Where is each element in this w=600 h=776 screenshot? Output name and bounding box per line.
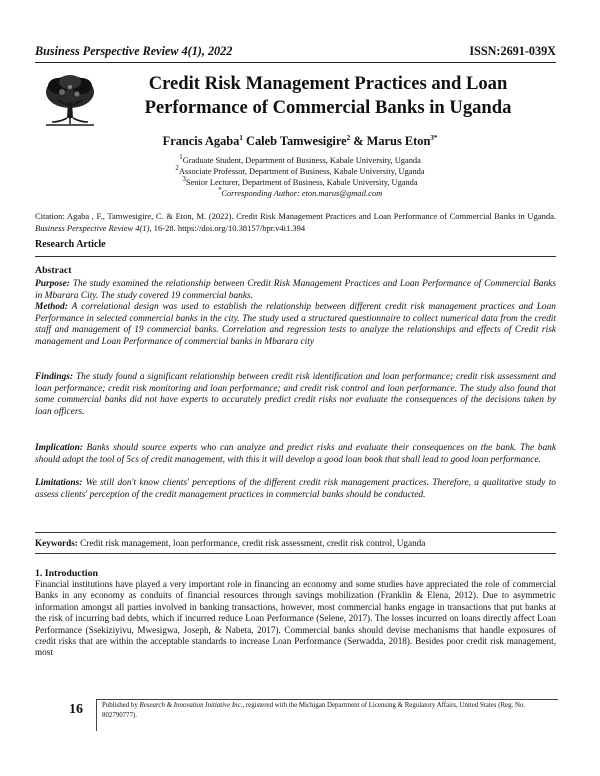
article-type: Research Article xyxy=(35,239,106,250)
title-line-2: Performance of Commercial Banks in Uganda xyxy=(144,97,512,118)
introduction-text: Financial institutions have played a very important role in financing an economy and some studies have appreciated the role of commercial Banks in any economy as conduits of financial resources through savings mobilization (Franklin & Elena, 2012). Due to asymmetric information amongst all parties involved in banking transactions, however, most commercial banks engage in transactions that put banks at the risk of incurring bad debts, which if incurred reduce Loan Performance (Selene, 2017). The losses incurred on loans directly affect Loan Performance (Ssekiziyivu, Mwesigwa, Joseph, & Nabeta, 2017). Commercial banks should devise mechanisms that handle exposures of credit risks that are within the acceptable standards to increase Loan Performance (Serwadda, 2018). Besides poor credit risk management, most xyxy=(35,579,556,658)
citation-doi[interactable]: 16-28. https://doi.org/10.38157/bpr.v4i1.394 xyxy=(151,223,306,233)
corresponding-sup: * xyxy=(217,186,222,194)
footer-divider xyxy=(96,699,97,731)
affiliation-2-sup: 2 xyxy=(175,164,179,172)
affiliation-1-text: Graduate Student, Department of Business, Kabale University, Uganda xyxy=(182,155,421,165)
citation xyxy=(35,210,556,234)
publisher-lead: Published by xyxy=(102,702,140,709)
abstract-findings xyxy=(35,372,556,418)
author-1: Francis Agaba xyxy=(162,134,240,149)
author-amp: & xyxy=(353,134,364,149)
header-rule xyxy=(35,62,556,63)
purpose-text: The study examined the relationship between Credit Risk Management Practices and Loan Performance of Commercial Banks in Mbarara City. The study covered 19 commercial banks. xyxy=(35,279,556,301)
issn-header: ISSN:2691-039X xyxy=(469,44,556,58)
author-1-sup: 1 xyxy=(239,134,243,142)
citation-journal: Business Perspective Review 4(1), xyxy=(35,223,152,233)
keywords xyxy=(35,538,556,548)
keywords-text: Credit risk management, loan performance, credit risk assessment, credit risk control, Uganda xyxy=(77,538,426,548)
keywords-top-rule xyxy=(35,532,556,533)
implication-text: Banks should source experts who can analyze and predict risks and evaluate their consequences on the bank. The bank should adopt the tool of 5cs of credit management, with this it will develop a good loan book that shall lead to good loan performance. xyxy=(35,443,556,465)
journal-header: Business Perspective Review 4(1), 2022 xyxy=(35,44,233,58)
abstract-implication xyxy=(35,443,556,466)
title-line-1: Credit Risk Management Practices and Loan xyxy=(148,73,508,94)
abstract-purpose xyxy=(35,279,556,302)
author-3: Marus Eton xyxy=(366,134,431,149)
publisher-note xyxy=(102,701,558,721)
corresponding-text[interactable]: Corresponding Author: eton.marus@gmail.com xyxy=(221,188,383,198)
limitations-label: Limitations: xyxy=(35,478,83,488)
keywords-bottom-rule xyxy=(35,553,556,554)
publisher-name: Research & Innovation Initiative Inc xyxy=(139,702,241,709)
abstract-heading: Abstract xyxy=(35,265,72,276)
abstract-top-rule xyxy=(35,256,556,257)
introduction-heading: 1. Introduction xyxy=(35,568,98,579)
author-2: Caleb Tamwesigire xyxy=(246,134,347,149)
affiliation-2-text: Associate Professor, Department of Business, Kabale University, Uganda xyxy=(178,166,425,176)
limitations-text: We still don't know clients' perceptions of the different credit risk management practices. Therefore, a qualitative study to assess clients' perception of the credit management practices in commercial banks should be conducted. xyxy=(35,478,556,500)
affiliation-3-sup: 3 xyxy=(182,175,186,183)
citation-lead: Citation: Agaba , F., Tamwesigire, C. & Eton, M. (2022). Credit Risk Management Practices and Loan Performance of Commercial Banks in Uganda. xyxy=(35,211,556,221)
findings-text: The study found a significant relationship between credit risk identification and loan performance; credit risk assessment and loan performance; credit risk monitoring and loan performance; and credit risk control and loan performance. The study also found that some commercial banks did not have experts to accurately predict credit risks nor evaluate the consequences of the decisions taken by loan officers. xyxy=(35,372,556,417)
author-list xyxy=(0,134,600,149)
implication-label: Implication: xyxy=(35,443,83,453)
method-text: A correlational design was used to establish the relationship between different credit risk management practices and Loan Performance in selected commercial banks in the city. The study used a structured questionnaire to collect numerical data from the credit staff and management of 19 commercial banks. Correlation and regression tests to analyze the relationships and effects of Credit risk management and Loan Performance of commercial banks in Mbarara city xyxy=(35,302,556,347)
affiliation-3-text: Senior Lecturer, Department of Business, Kabale University, Uganda xyxy=(185,177,418,187)
keywords-label: Keywords: xyxy=(35,538,78,548)
tree-logo-icon xyxy=(40,72,100,128)
author-3-sup: 3* xyxy=(430,134,438,142)
paper-title xyxy=(100,72,556,120)
author-2-sup: 2 xyxy=(346,134,351,142)
abstract-method xyxy=(35,302,556,348)
affiliation-1-sup: 1 xyxy=(179,153,183,161)
purpose-label: Purpose: xyxy=(35,279,70,289)
method-label: Method: xyxy=(35,302,68,312)
page-number: 16 xyxy=(69,702,83,717)
publisher-tail: ., registered with the Michigan Department of Licensing & Regulatory Affairs, United States (Reg. No. 802790777). xyxy=(102,702,526,719)
abstract-limitations xyxy=(35,478,556,501)
findings-label: Findings: xyxy=(35,372,74,382)
footer-rule xyxy=(96,699,558,700)
corresponding-author xyxy=(0,185,600,199)
